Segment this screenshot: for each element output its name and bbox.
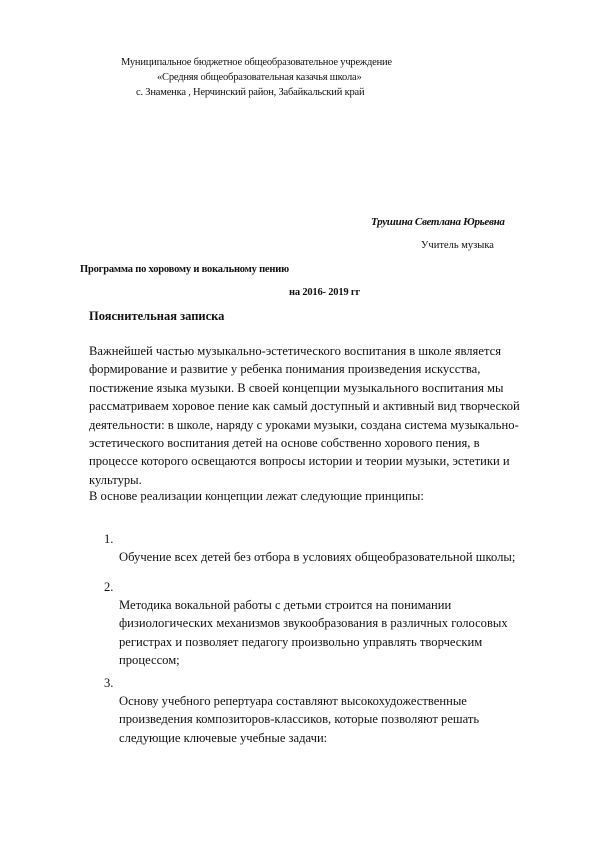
list-item <box>119 548 539 566</box>
paragraph-line: Важнейшей частью музыкально-эстетического воспитания в школе является <box>89 344 501 358</box>
paragraph-line: культуры. <box>89 472 142 487</box>
list-number: 1. <box>104 532 114 546</box>
paragraph-line: деятельности: в школе, наряду с уроками музыки, создана система музыкально- <box>89 417 519 432</box>
principles-intro <box>89 487 529 505</box>
paragraph-line: формирование и развитие у ребенка понимания произведения искусства, <box>89 362 481 377</box>
program-title: Программа по хоровому и вокальному пению <box>80 264 289 275</box>
list-item <box>119 596 539 670</box>
list-item <box>119 692 539 747</box>
list-item-line: Обучение всех детей без отбора в условиях общеобразовательной школы; <box>119 550 516 564</box>
list-item-line: Методика вокальной работы с детьми строится на понимании <box>119 598 452 612</box>
list-number: 2. <box>104 580 114 594</box>
paragraph-line: постижение языка музыки. В своей концепции музыкального воспитания мы <box>89 380 504 395</box>
list-item-line: Основу учебного репертуара составляют высокохудожественные <box>119 694 467 708</box>
school-name-line-2: «Средняя общеобразовательная казачья школа» <box>157 72 362 83</box>
intro-paragraph <box>89 342 529 489</box>
paragraph-line: процессе которого освещаются вопросы истории и теории музыки, эстетики и <box>89 454 510 469</box>
list-item-line: физиологических механизмов звукообразования в различных голосовых <box>119 616 508 631</box>
list-item-line: произведения композиторов-классиков, которые позволяют решать <box>119 712 480 727</box>
section-title: Пояснительная записка <box>89 309 225 323</box>
school-address: с. Знаменка , Нерчинский район, Забайкальский край <box>136 87 365 98</box>
author-name: Трушина Светлана Юрьевна <box>371 216 505 228</box>
list-number: 3. <box>104 676 114 690</box>
paragraph-line: рассматриваем хоровое пение как самый доступный и активный вид творческой <box>89 399 520 414</box>
program-years: на 2016- 2019 гг <box>289 287 361 298</box>
list-item-line: следующие ключевые учебные задачи: <box>119 730 328 745</box>
list-item-line: процессом; <box>119 653 180 668</box>
author-role: Учитель музыка <box>421 240 494 251</box>
principles-intro-text: В основе реализации концепции лежат следующие принципы: <box>89 489 424 503</box>
paragraph-line: эстетического воспитания детей на основе собственно хорового пения, в <box>89 436 480 451</box>
school-name-line-1: Муниципальное бюджетное общеобразовательное учреждение <box>121 57 392 68</box>
list-item-line: регистрах и позволяет педагогу произвольно управлять творческим <box>119 634 483 649</box>
